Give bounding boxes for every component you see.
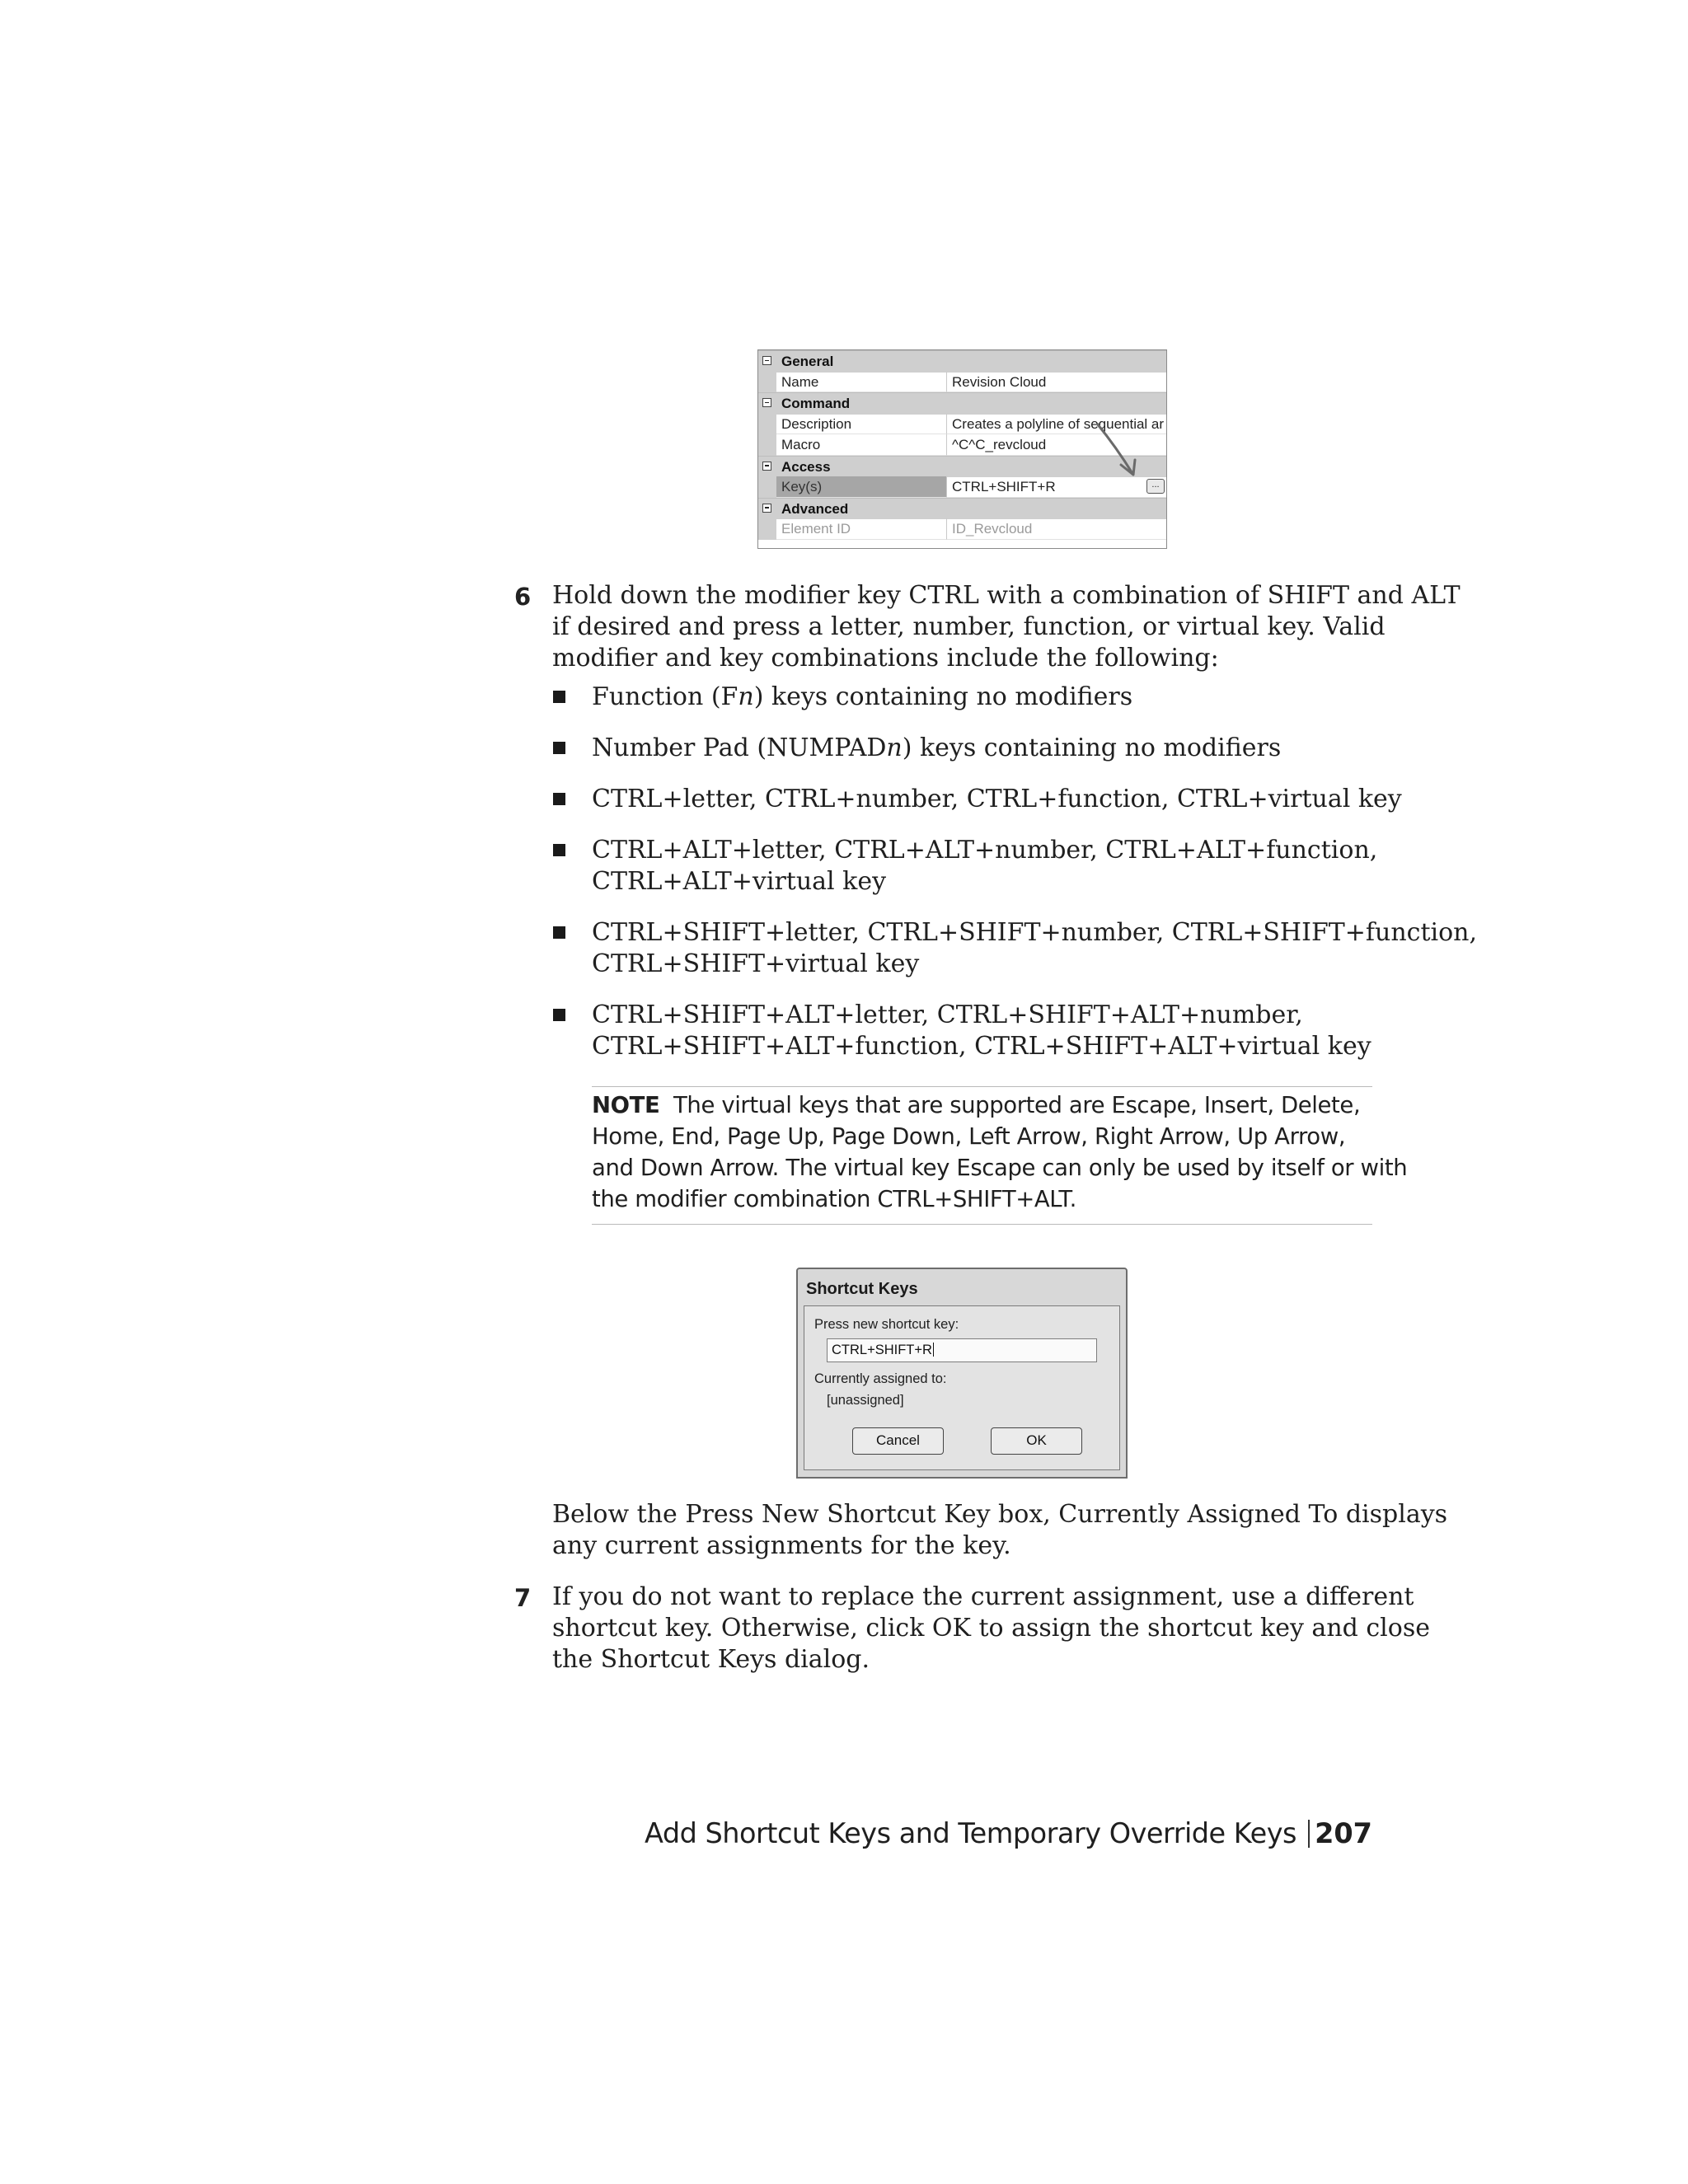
press-shortcut-label: Press new shortcut key: [814, 1317, 959, 1332]
category-advanced-row[interactable] [758, 498, 1166, 520]
step-7-line-1: If you do not want to replace the current assignment, use a different [552, 1582, 1414, 1611]
category-general-row[interactable] [758, 350, 1166, 373]
bullet-ctrl-combos: CTRL+letter, CTRL+number, CTRL+function, CTRL+virtual key [592, 785, 1402, 813]
category-general-label: General [781, 354, 834, 369]
bullet-ctrl-alt-line-2: CTRL+ALT+virtual key [592, 867, 887, 896]
bullet-function-keys [592, 682, 1132, 713]
category-command-row[interactable] [758, 392, 1166, 415]
cancel-button[interactable]: Cancel [852, 1427, 944, 1455]
bullet-ctrl-shift-alt-line-2: CTRL+SHIFT+ALT+function, CTRL+SHIFT+ALT+virtual key [592, 1032, 1372, 1061]
note-line-3: and Down Arrow. The virtual key Escape can only be used by itself or with [592, 1155, 1408, 1181]
properties-grid-screenshot [757, 349, 1167, 549]
category-advanced-label: Advanced [781, 500, 849, 517]
note-line-2: Home, End, Page Up, Page Down, Left Arrow, Right Arrow, Up Arrow, [592, 1123, 1346, 1150]
bullet-square-icon [553, 1009, 565, 1021]
category-access-label: Access [781, 458, 831, 475]
footer-separator [1308, 1820, 1311, 1848]
property-macro-label: Macro [776, 434, 947, 456]
bullet-italic-n: n [886, 733, 903, 762]
bullet-ctrl-shift-line-2: CTRL+SHIFT+virtual key [592, 949, 920, 978]
category-access-row[interactable] [758, 456, 1166, 478]
bullet-text: Function (F [592, 682, 738, 711]
page-footer [544, 1817, 1372, 1854]
property-row-element-id[interactable] [758, 518, 1166, 540]
text-caret [933, 1343, 935, 1357]
note-box [592, 1086, 1408, 1225]
row-gutter [758, 414, 776, 435]
currently-assigned-value: [unassigned] [827, 1393, 904, 1408]
ok-button[interactable]: OK [991, 1427, 1082, 1455]
step-7-number: 7 [514, 1584, 532, 1612]
note-line-4: the modifier combination CTRL+SHIFT+ALT. [592, 1186, 1076, 1212]
bullet-ctrl-shift-line-1: CTRL+SHIFT+letter, CTRL+SHIFT+number, CTRL+SHIFT+function, [592, 918, 1478, 947]
step-6-number: 6 [514, 583, 532, 611]
property-keys-value-text: CTRL+SHIFT+R [952, 479, 1056, 494]
assigned-explanation-line-2: any current assignments for the key. [552, 1531, 1011, 1560]
property-element-id-label: Element ID [776, 518, 947, 540]
shortcut-keys-dialog [796, 1268, 1128, 1479]
step-6-line-2: if desired and press a letter, number, function, or virtual key. Valid [552, 612, 1386, 641]
collapse-icon[interactable] [762, 504, 771, 513]
bullet-ctrl-alt-line-1: CTRL+ALT+letter, CTRL+ALT+number, CTRL+ALT+function, [592, 836, 1378, 865]
property-row-description[interactable] [758, 414, 1166, 435]
dialog-title: Shortcut Keys [806, 1280, 918, 1298]
property-element-id-value: ID_Revcloud [947, 518, 1166, 540]
row-gutter [758, 434, 776, 456]
property-name-label: Name [776, 372, 947, 393]
property-keys-label: Key(s) [776, 476, 947, 498]
step-7-line-3: the Shortcut Keys dialog. [552, 1645, 870, 1674]
property-row-macro[interactable] [758, 434, 1166, 456]
collapse-icon[interactable] [762, 356, 771, 365]
property-name-value[interactable]: Revision Cloud [947, 372, 1166, 393]
step-6-line-3: modifier and key combinations include the following: [552, 644, 1219, 673]
bullet-text: ) keys containing no modifiers [902, 733, 1282, 762]
step-6-line-1: Hold down the modifier key CTRL with a combination of SHIFT and ALT [552, 581, 1461, 610]
property-macro-value[interactable]: ^C^C_revcloud [947, 434, 1166, 456]
shortcut-key-input[interactable] [827, 1338, 1097, 1362]
page-number: 207 [1315, 1817, 1372, 1849]
row-gutter [758, 476, 776, 498]
bullet-square-icon [553, 742, 565, 754]
bullet-square-icon [553, 691, 565, 703]
assigned-explanation-line-1: Below the Press New Shortcut Key box, Currently Assigned To displays [552, 1500, 1448, 1529]
footer-section-title: Add Shortcut Keys and Temporary Override Keys [645, 1817, 1296, 1849]
dialog-body [804, 1305, 1120, 1470]
row-gutter [758, 518, 776, 540]
step-7-line-2: shortcut key. Otherwise, click OK to assign the shortcut key and close [552, 1614, 1430, 1643]
bullet-text: ) keys containing no modifiers [753, 682, 1133, 711]
bullet-italic-n: n [738, 682, 754, 711]
bullet-numpad-keys [592, 733, 1281, 764]
bullet-text: Number Pad (NUMPAD [592, 733, 887, 762]
property-description-value[interactable]: Creates a polyline of sequential ar [947, 414, 1166, 435]
category-command-label: Command [781, 396, 851, 411]
property-keys-value[interactable] [947, 476, 1166, 498]
bullet-square-icon [553, 793, 565, 805]
property-row-keys[interactable] [758, 476, 1166, 498]
row-gutter [758, 372, 776, 393]
currently-assigned-label: Currently assigned to: [814, 1371, 947, 1386]
shortcut-key-input-value: CTRL+SHIFT+R [832, 1343, 932, 1357]
bullet-square-icon [553, 926, 565, 939]
property-description-label: Description [776, 414, 947, 435]
note-first-line-text: The virtual keys that are supported are Escape, Insert, Delete, [673, 1092, 1361, 1118]
property-row-name[interactable] [758, 372, 1166, 393]
ellipsis-button[interactable]: ... [1146, 479, 1165, 494]
bullet-ctrl-shift-alt-line-1: CTRL+SHIFT+ALT+letter, CTRL+SHIFT+ALT+number, [592, 1001, 1303, 1029]
note-label: NOTE [592, 1092, 660, 1118]
bullet-square-icon [553, 844, 565, 856]
collapse-icon[interactable] [762, 398, 771, 407]
collapse-icon[interactable] [762, 462, 771, 471]
note-line-1 [592, 1090, 1360, 1121]
